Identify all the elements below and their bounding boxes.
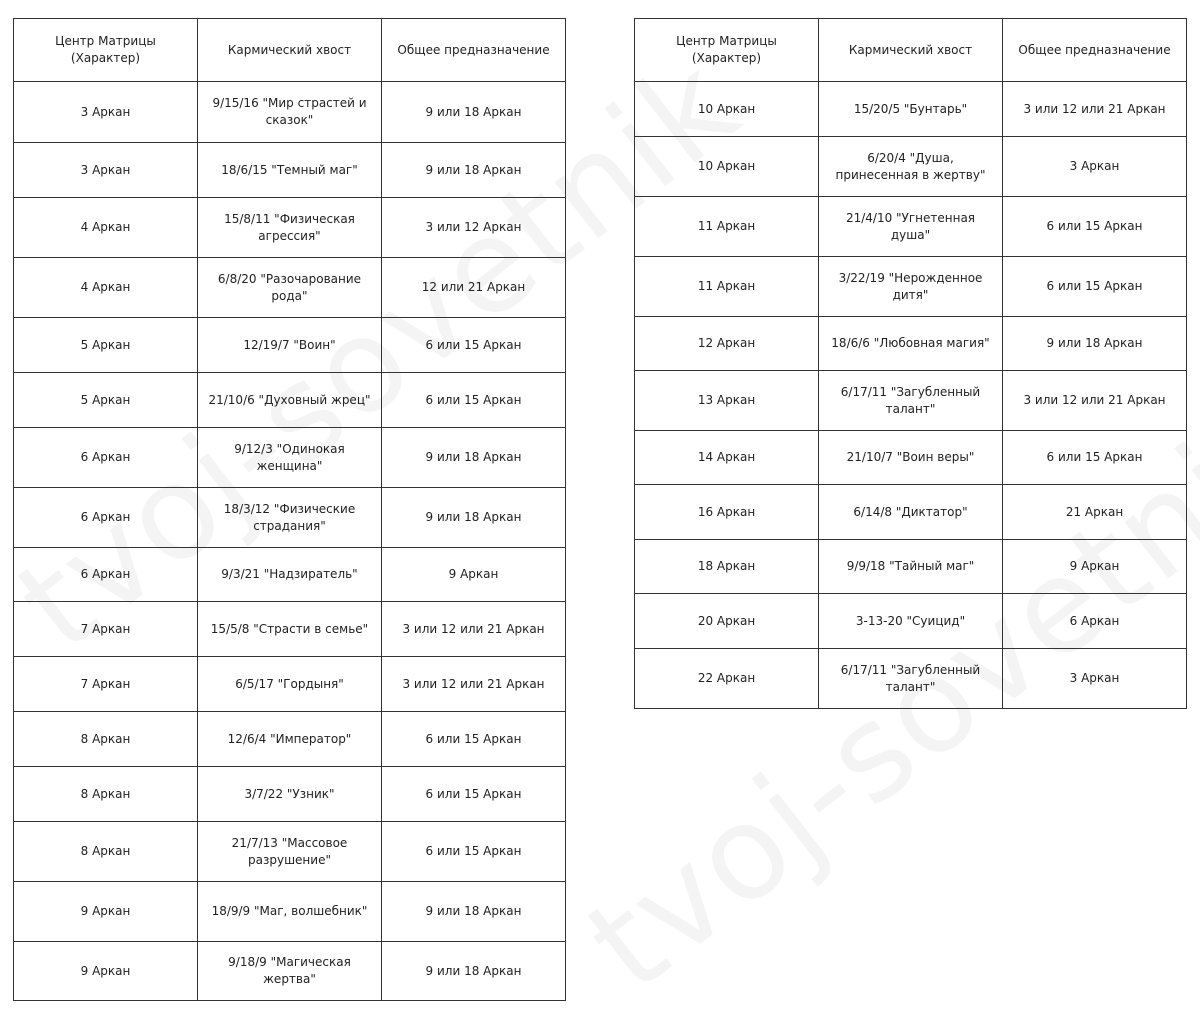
cell-common-purpose: 6 или 15 Аркан	[382, 318, 566, 373]
cell-common-purpose: 9 Аркан	[1003, 540, 1187, 594]
cell-matrix-center: 8 Аркан	[14, 712, 198, 767]
cell-common-purpose: 21 Аркан	[1003, 485, 1187, 540]
cell-karmic-tail: 18/9/9 "Маг, волшебник"	[198, 882, 382, 942]
table-row	[635, 540, 1187, 594]
cell-common-purpose: 12 или 21 Аркан	[382, 258, 566, 318]
table-row	[14, 602, 566, 657]
cell-karmic-tail: 15/8/11 "Физическая агрессия"	[198, 198, 382, 258]
table-row	[635, 257, 1187, 317]
cell-karmic-tail: 12/6/4 "Император"	[198, 712, 382, 767]
cell-karmic-tail: 3-13-20 "Суицид"	[819, 594, 1003, 649]
cell-matrix-center: 13 Аркан	[635, 371, 819, 431]
table-row	[635, 371, 1187, 431]
table-row	[14, 882, 566, 942]
header-matrix-center: Центр Матрицы (Характер)	[635, 19, 819, 82]
header-matrix-center: Центр Матрицы (Характер)	[14, 19, 198, 82]
table-row	[14, 428, 566, 488]
table-row	[635, 197, 1187, 257]
cell-karmic-tail: 9/15/16 "Мир страстей и сказок"	[198, 82, 382, 143]
table-body-right	[635, 82, 1187, 709]
cell-matrix-center: 8 Аркан	[14, 767, 198, 822]
table-row	[635, 317, 1187, 371]
cell-common-purpose: 6 или 15 Аркан	[382, 373, 566, 428]
header-karmic-tail: Кармический хвост	[198, 19, 382, 82]
cell-common-purpose: 9 или 18 Аркан	[382, 143, 566, 198]
cell-karmic-tail: 6/5/17 "Гордыня"	[198, 657, 382, 712]
cell-karmic-tail: 21/10/7 "Воин веры"	[819, 431, 1003, 485]
cell-common-purpose: 6 или 15 Аркан	[382, 822, 566, 882]
table-row	[14, 318, 566, 373]
cell-common-purpose: 9 или 18 Аркан	[382, 882, 566, 942]
table-row	[14, 258, 566, 318]
table-row	[14, 198, 566, 258]
matrix-table-left	[13, 18, 566, 1001]
table-row	[14, 373, 566, 428]
header-karmic-tail: Кармический хвост	[819, 19, 1003, 82]
cell-matrix-center: 11 Аркан	[635, 257, 819, 317]
cell-karmic-tail: 18/3/12 "Физические страдания"	[198, 488, 382, 548]
cell-common-purpose: 9 Аркан	[382, 548, 566, 602]
cell-matrix-center: 22 Аркан	[635, 649, 819, 709]
cell-matrix-center: 6 Аркан	[14, 548, 198, 602]
table-row	[635, 431, 1187, 485]
table-row	[14, 488, 566, 548]
table-row	[635, 485, 1187, 540]
cell-matrix-center: 16 Аркан	[635, 485, 819, 540]
cell-karmic-tail: 3/7/22 "Узник"	[198, 767, 382, 822]
cell-karmic-tail: 9/3/21 "Надзиратель"	[198, 548, 382, 602]
cell-common-purpose: 6 Аркан	[1003, 594, 1187, 649]
cell-karmic-tail: 21/10/6 "Духовный жрец"	[198, 373, 382, 428]
cell-common-purpose: 6 или 15 Аркан	[1003, 257, 1187, 317]
cell-matrix-center: 4 Аркан	[14, 198, 198, 258]
cell-common-purpose: 6 или 15 Аркан	[382, 712, 566, 767]
cell-karmic-tail: 6/8/20 "Разочарование рода"	[198, 258, 382, 318]
cell-karmic-tail: 21/7/13 "Массовое разрушение"	[198, 822, 382, 882]
cell-karmic-tail: 9/9/18 "Тайный маг"	[819, 540, 1003, 594]
table-row	[14, 942, 566, 1001]
cell-karmic-tail: 6/17/11 "Загубленный талант"	[819, 649, 1003, 709]
cell-matrix-center: 18 Аркан	[635, 540, 819, 594]
cell-matrix-center: 12 Аркан	[635, 317, 819, 371]
matrix-table-right	[634, 18, 1187, 709]
cell-common-purpose: 9 или 18 Аркан	[1003, 317, 1187, 371]
cell-common-purpose: 9 или 18 Аркан	[382, 428, 566, 488]
cell-matrix-center: 5 Аркан	[14, 318, 198, 373]
cell-matrix-center: 5 Аркан	[14, 373, 198, 428]
table-row	[14, 712, 566, 767]
cell-matrix-center: 14 Аркан	[635, 431, 819, 485]
cell-matrix-center: 3 Аркан	[14, 143, 198, 198]
cell-common-purpose: 6 или 15 Аркан	[1003, 197, 1187, 257]
table-row	[14, 822, 566, 882]
cell-matrix-center: 11 Аркан	[635, 197, 819, 257]
cell-common-purpose: 3 или 12 Аркан	[382, 198, 566, 258]
table-row	[635, 594, 1187, 649]
table-row	[635, 137, 1187, 197]
table-row	[14, 143, 566, 198]
cell-matrix-center: 3 Аркан	[14, 82, 198, 143]
header-common-purpose: Общее предназначение	[1003, 19, 1187, 82]
table-body-left	[14, 82, 566, 1001]
cell-matrix-center: 8 Аркан	[14, 822, 198, 882]
cell-common-purpose: 9 или 18 Аркан	[382, 942, 566, 1001]
cell-karmic-tail: 6/17/11 "Загубленный талант"	[819, 371, 1003, 431]
cell-matrix-center: 6 Аркан	[14, 428, 198, 488]
cell-karmic-tail: 15/5/8 "Страсти в семье"	[198, 602, 382, 657]
table-header-row	[14, 19, 566, 82]
cell-common-purpose: 3 или 12 или 21 Аркан	[1003, 82, 1187, 137]
table-row	[14, 82, 566, 143]
cell-matrix-center: 9 Аркан	[14, 882, 198, 942]
cell-common-purpose: 3 или 12 или 21 Аркан	[1003, 371, 1187, 431]
table-header-row	[635, 19, 1187, 82]
cell-common-purpose: 6 или 15 Аркан	[1003, 431, 1187, 485]
cell-matrix-center: 7 Аркан	[14, 602, 198, 657]
cell-common-purpose: 3 или 12 или 21 Аркан	[382, 602, 566, 657]
cell-common-purpose: 3 Аркан	[1003, 137, 1187, 197]
table-row	[14, 657, 566, 712]
table-row	[14, 767, 566, 822]
cell-karmic-tail: 18/6/15 "Темный маг"	[198, 143, 382, 198]
cell-common-purpose: 3 Аркан	[1003, 649, 1187, 709]
cell-matrix-center: 10 Аркан	[635, 137, 819, 197]
cell-common-purpose: 9 или 18 Аркан	[382, 488, 566, 548]
cell-matrix-center: 7 Аркан	[14, 657, 198, 712]
header-common-purpose: Общее предназначение	[382, 19, 566, 82]
cell-karmic-tail: 15/20/5 "Бунтарь"	[819, 82, 1003, 137]
cell-matrix-center: 10 Аркан	[635, 82, 819, 137]
cell-common-purpose: 6 или 15 Аркан	[382, 767, 566, 822]
cell-karmic-tail: 3/22/19 "Нерожденное дитя"	[819, 257, 1003, 317]
cell-common-purpose: 3 или 12 или 21 Аркан	[382, 657, 566, 712]
cell-karmic-tail: 6/14/8 "Диктатор"	[819, 485, 1003, 540]
cell-karmic-tail: 9/12/3 "Одинокая женщина"	[198, 428, 382, 488]
cell-karmic-tail: 9/18/9 "Магическая жертва"	[198, 942, 382, 1001]
cell-karmic-tail: 12/19/7 "Воин"	[198, 318, 382, 373]
cell-matrix-center: 20 Аркан	[635, 594, 819, 649]
cell-karmic-tail: 6/20/4 "Душа, принесенная в жертву"	[819, 137, 1003, 197]
cell-common-purpose: 9 или 18 Аркан	[382, 82, 566, 143]
cell-karmic-tail: 21/4/10 "Угнетенная душа"	[819, 197, 1003, 257]
cell-karmic-tail: 18/6/6 "Любовная магия"	[819, 317, 1003, 371]
table-row	[635, 649, 1187, 709]
table-row	[14, 548, 566, 602]
cell-matrix-center: 6 Аркан	[14, 488, 198, 548]
cell-matrix-center: 4 Аркан	[14, 258, 198, 318]
table-row	[635, 82, 1187, 137]
cell-matrix-center: 9 Аркан	[14, 942, 198, 1001]
